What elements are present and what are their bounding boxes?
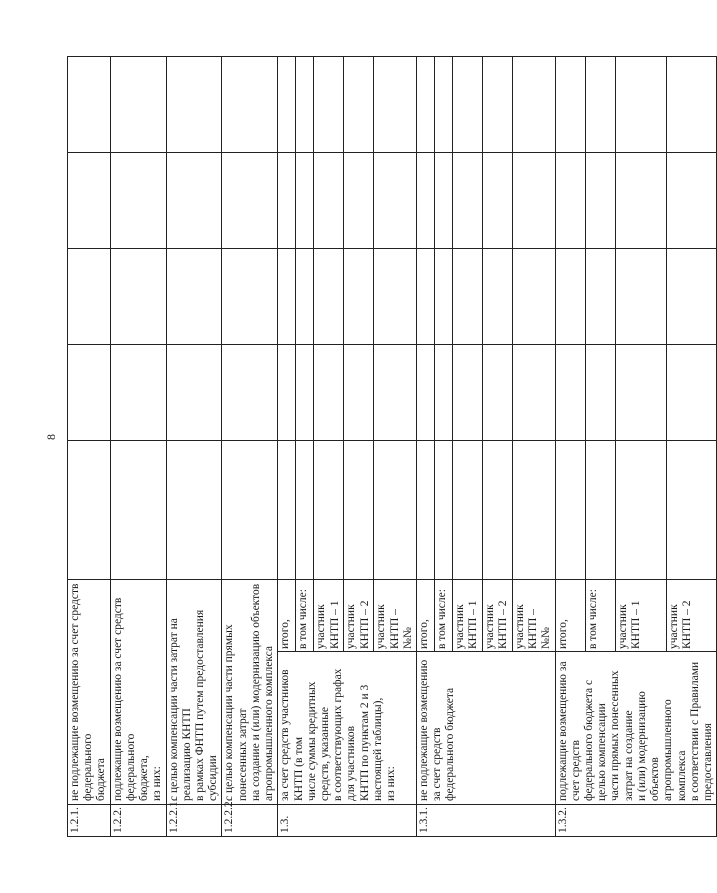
row-subitem: в том числе: bbox=[296, 579, 314, 651]
rotated-table-container bbox=[67, 57, 714, 837]
value-cell bbox=[166, 152, 222, 248]
value-cell bbox=[585, 440, 615, 579]
value-cell bbox=[374, 56, 417, 152]
value-cell bbox=[416, 344, 434, 440]
value-cell bbox=[296, 248, 314, 344]
value-cell bbox=[555, 152, 585, 248]
value-cell bbox=[666, 152, 717, 248]
value-cell bbox=[434, 440, 452, 579]
value-cell bbox=[585, 344, 615, 440]
value-cell bbox=[452, 248, 482, 344]
value-cell bbox=[344, 56, 374, 152]
value-cell bbox=[222, 152, 278, 248]
value-cell bbox=[616, 248, 667, 344]
value-cell bbox=[68, 56, 111, 152]
value-cell bbox=[222, 248, 278, 344]
value-cell bbox=[616, 344, 667, 440]
value-cell bbox=[666, 248, 717, 344]
value-cell bbox=[512, 248, 555, 344]
value-cell bbox=[110, 344, 166, 440]
value-cell bbox=[68, 440, 111, 579]
value-cell bbox=[482, 152, 512, 248]
value-cell bbox=[278, 248, 296, 344]
value-cell bbox=[296, 440, 314, 579]
value-cell bbox=[585, 152, 615, 248]
value-cell bbox=[314, 152, 344, 248]
value-cell bbox=[110, 440, 166, 579]
table-row bbox=[222, 56, 278, 836]
row-number: 1.3. bbox=[278, 805, 417, 837]
row-subitem: участник КНТП – №№ bbox=[512, 579, 555, 651]
value-cell bbox=[296, 56, 314, 152]
value-cell bbox=[666, 344, 717, 440]
value-cell bbox=[555, 248, 585, 344]
page-number: 8 bbox=[44, 434, 58, 440]
value-cell bbox=[555, 440, 585, 579]
value-cell bbox=[110, 248, 166, 344]
value-cell bbox=[110, 152, 166, 248]
table-row bbox=[416, 56, 434, 836]
row-subitem: участник КНТП – 2 bbox=[344, 579, 374, 651]
row-subitem: участник КНТП – 1 bbox=[616, 579, 667, 651]
table-row bbox=[555, 56, 585, 836]
value-cell bbox=[68, 152, 111, 248]
value-cell bbox=[416, 248, 434, 344]
value-cell bbox=[555, 344, 585, 440]
value-cell bbox=[482, 344, 512, 440]
row-description: с целью компенсации части прямых понесенных затрат на создание и (или) модернизацию объектов агропромышленного комплекса bbox=[222, 579, 278, 804]
value-cell bbox=[296, 152, 314, 248]
row-subitem: участник КНТП – 2 bbox=[666, 579, 717, 651]
value-cell bbox=[314, 344, 344, 440]
value-cell bbox=[374, 344, 417, 440]
value-cell bbox=[616, 56, 667, 152]
value-cell bbox=[512, 440, 555, 579]
value-cell bbox=[344, 440, 374, 579]
value-cell bbox=[616, 440, 667, 579]
row-number: 1.3.2. bbox=[555, 805, 717, 837]
value-cell bbox=[416, 152, 434, 248]
row-number: 1.2.2. bbox=[110, 805, 166, 837]
value-cell bbox=[434, 152, 452, 248]
value-cell bbox=[482, 56, 512, 152]
value-cell bbox=[512, 152, 555, 248]
value-cell bbox=[666, 56, 717, 152]
row-subitem: участник КНТП – №№ bbox=[374, 579, 417, 651]
value-cell bbox=[374, 440, 417, 579]
value-cell bbox=[278, 344, 296, 440]
value-cell bbox=[616, 152, 667, 248]
row-subitem: в том числе: bbox=[434, 579, 452, 651]
table-row bbox=[68, 56, 111, 836]
value-cell bbox=[416, 440, 434, 579]
value-cell bbox=[666, 440, 717, 579]
value-cell bbox=[278, 56, 296, 152]
value-cell bbox=[452, 56, 482, 152]
row-subitem: итого, bbox=[278, 579, 296, 651]
table-row bbox=[166, 56, 222, 836]
value-cell bbox=[452, 344, 482, 440]
value-cell bbox=[434, 248, 452, 344]
row-number: 1.3.1. bbox=[416, 805, 555, 837]
row-description: с целью компенсации части затрат на реализацию КНТП в рамках ФНТП путем предоставления субсидии bbox=[166, 579, 222, 804]
row-number: 1.2.2.2. bbox=[222, 805, 278, 837]
value-cell bbox=[434, 56, 452, 152]
value-cell bbox=[512, 344, 555, 440]
value-cell bbox=[374, 248, 417, 344]
value-cell bbox=[314, 56, 344, 152]
value-cell bbox=[222, 440, 278, 579]
value-cell bbox=[585, 56, 615, 152]
value-cell bbox=[166, 440, 222, 579]
value-cell bbox=[555, 56, 585, 152]
row-subitem: участник КНТП – 1 bbox=[314, 579, 344, 651]
value-cell bbox=[452, 152, 482, 248]
value-cell bbox=[110, 56, 166, 152]
row-subitem: участник КНТП – 2 bbox=[482, 579, 512, 651]
value-cell bbox=[278, 440, 296, 579]
value-cell bbox=[482, 248, 512, 344]
value-cell bbox=[374, 152, 417, 248]
value-cell bbox=[416, 56, 434, 152]
row-number: 1.2.1. bbox=[68, 805, 111, 837]
value-cell bbox=[344, 152, 374, 248]
table-row bbox=[110, 56, 166, 836]
value-cell bbox=[222, 56, 278, 152]
value-cell bbox=[68, 248, 111, 344]
value-cell bbox=[314, 440, 344, 579]
value-cell bbox=[68, 344, 111, 440]
value-cell bbox=[344, 248, 374, 344]
value-cell bbox=[314, 248, 344, 344]
row-description: подлежащие возмещению за счет средств федерального бюджета, из них: bbox=[110, 579, 166, 804]
financing-table bbox=[67, 56, 717, 837]
table-row bbox=[278, 56, 296, 836]
row-description: не подлежащие возмещению за счет средств федерального бюджета bbox=[68, 579, 111, 804]
value-cell bbox=[278, 152, 296, 248]
value-cell bbox=[166, 56, 222, 152]
value-cell bbox=[585, 248, 615, 344]
row-subitem: итого, bbox=[555, 579, 585, 651]
row-subitem: итого, bbox=[416, 579, 434, 651]
row-description: не подлежащие возмещению за счет средств федерального бюджета bbox=[416, 652, 555, 805]
value-cell bbox=[482, 440, 512, 579]
value-cell bbox=[166, 248, 222, 344]
value-cell bbox=[166, 344, 222, 440]
value-cell bbox=[344, 344, 374, 440]
value-cell bbox=[452, 440, 482, 579]
row-description: за счет средств участников КНТП (в том числе суммы кредитных средств, указанные в соответствующих графах для участников КНТП по пунктам 2 и 3 настоящей таблицы), из них: bbox=[278, 652, 417, 805]
row-number: 1.2.2.1. bbox=[166, 805, 222, 837]
row-description: подлежащие возмещению за счет средств федерального бюджета с целью компенсации части прямых понесенных затрат на создание и (или) модернизацию объектов агропромышленного комплекса в соответствии с Правилами предоставления bbox=[555, 652, 717, 805]
value-cell bbox=[512, 56, 555, 152]
value-cell bbox=[434, 344, 452, 440]
row-subitem: участник КНТП – 1 bbox=[452, 579, 482, 651]
value-cell bbox=[222, 344, 278, 440]
row-subitem: в том числе: bbox=[585, 579, 615, 651]
value-cell bbox=[296, 344, 314, 440]
